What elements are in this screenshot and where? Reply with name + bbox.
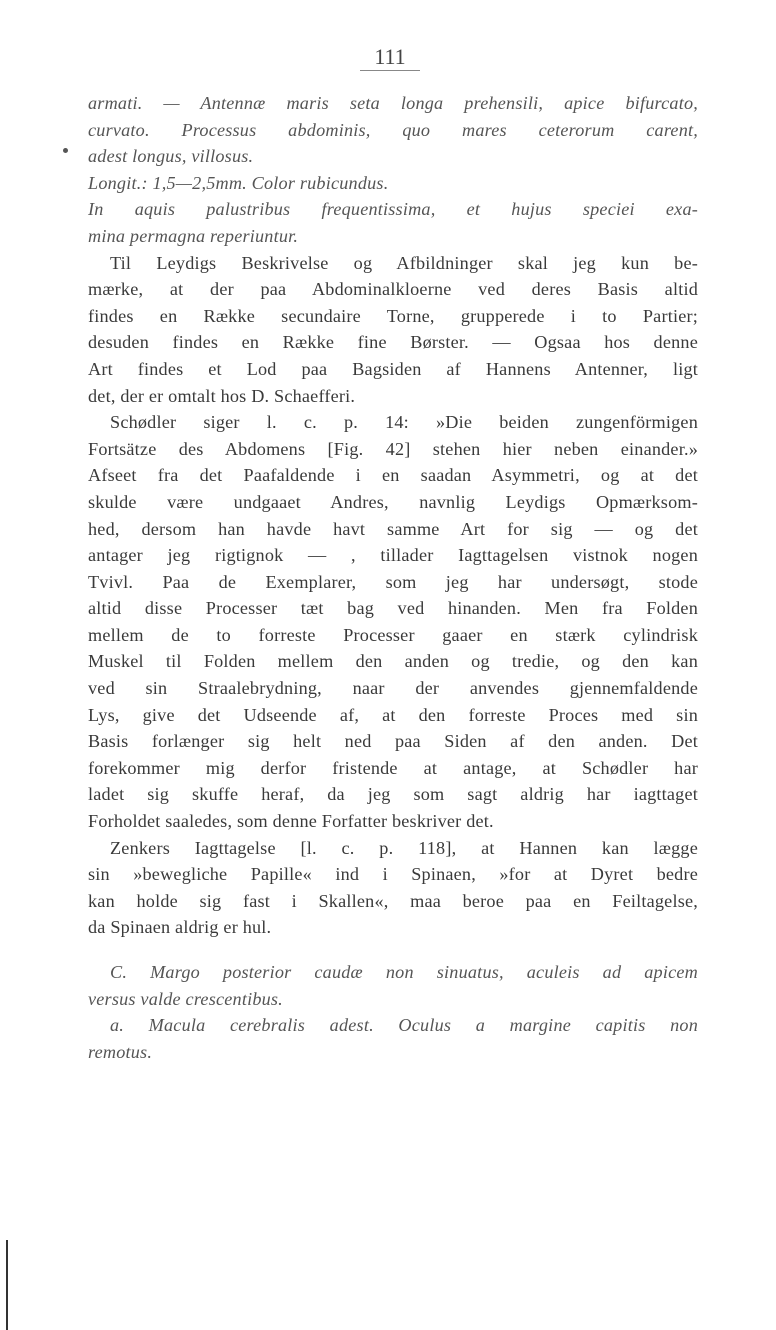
text-line: desuden findes en Række fine Børster. — Ogsaa hos denne [88,332,698,353]
text-line: Muskel til Folden mellem den anden og tredie, og den kan [88,651,698,672]
margin-mark [63,148,68,153]
paragraph-gap [88,941,698,959]
text-line: hed, dersom han havde havt samme Art for sig — og det [88,518,698,539]
text-line: forekommer mig derfor fristende at antage, at Schødler har [88,757,698,778]
page-number: 111 [360,44,420,71]
text-line: det, der er omtalt hos D. Schaefferi. [88,385,356,406]
body-text [88,90,698,1065]
text-line: ladet sig skuffe heraf, da jeg som sagt aldrig har iagttaget [88,784,698,805]
text-line: Basis forlænger sig helt ned paa Siden af den anden. Det [88,731,698,752]
text-line: Zenkers Iagttagelse [l. c. p. 118], at Hannen kan lægge [110,837,698,858]
text-line: mærke, at der paa Abdominalkloerne ved deres Basis altid [88,279,698,300]
text-line: Schødler siger l. c. p. 14: »Die beiden zungenförmigen [110,412,698,433]
text-line: kan holde sig fast i Skallen«, maa beroe paa en Feiltagelse, [88,890,698,911]
text-line: Tvivl. Paa de Exemplarer, som jeg har undersøgt, stode [88,571,698,592]
text-line: versus valde crescentibus. [88,988,283,1009]
text-line: skulde være undgaaet Andres, navnlig Leydigs Opmærksom- [88,491,698,512]
text-line: ved sin Straalebrydning, naar der anvendes gjennemfaldende [88,678,698,699]
text-line: a. Macula cerebralis adest. Oculus a margine capitis non [110,1015,698,1036]
text-line: altid disse Processer tæt bag ved hinanden. Men fra Folden [88,598,698,619]
text-line: adest longus, villosus. [88,146,254,167]
text-line: Afseet fra det Paafaldende i en saadan Asymmetri, og at det [88,465,698,486]
text-line: Longit.: 1,5—2,5mm. Color rubicundus. [88,172,389,193]
text-line: In aquis palustribus frequentissima, et hujus speciei exa- [88,199,698,220]
text-line: da Spinaen aldrig er hul. [88,917,272,938]
text-line: mina permagna reperiuntur. [88,225,299,246]
text-line: curvato. Processus abdominis, quo mares ceterorum carent, [88,119,698,140]
text-line: findes en Række secundaire Torne, grupperede i to Partier; [88,305,698,326]
text-line: sin »bewegliche Papille« ind i Spinaen, »for at Dyret bedre [88,864,698,885]
text-line: mellem de to forreste Processer gaaer en stærk cylindrisk [88,624,698,645]
text-line: Lys, give det Udseende af, at den forreste Proces med sin [88,704,698,725]
text-line: C. Margo posterior caudæ non sinuatus, aculeis ad apicem [110,962,698,982]
text-line: antager jeg rigtignok — , tillader Iagttagelsen vistnok nogen [88,545,698,566]
margin-rule [6,1240,8,1330]
text-line: Fortsätze des Abdomens [Fig. 42] stehen hier neben einander.» [88,438,698,459]
text-line: armati. — Antennæ maris seta longa prehensili, apice bifurcato, [88,93,698,113]
text-line: Til Leydigs Beskrivelse og Afbildninger skal jeg kun be- [110,252,698,273]
text-line: remotus. [88,1041,153,1062]
text-line: Forholdet saaledes, som denne Forfatter beskriver det. [88,811,494,832]
text-line: Art findes et Lod paa Bagsiden af Hannens Antenner, ligt [88,358,698,379]
